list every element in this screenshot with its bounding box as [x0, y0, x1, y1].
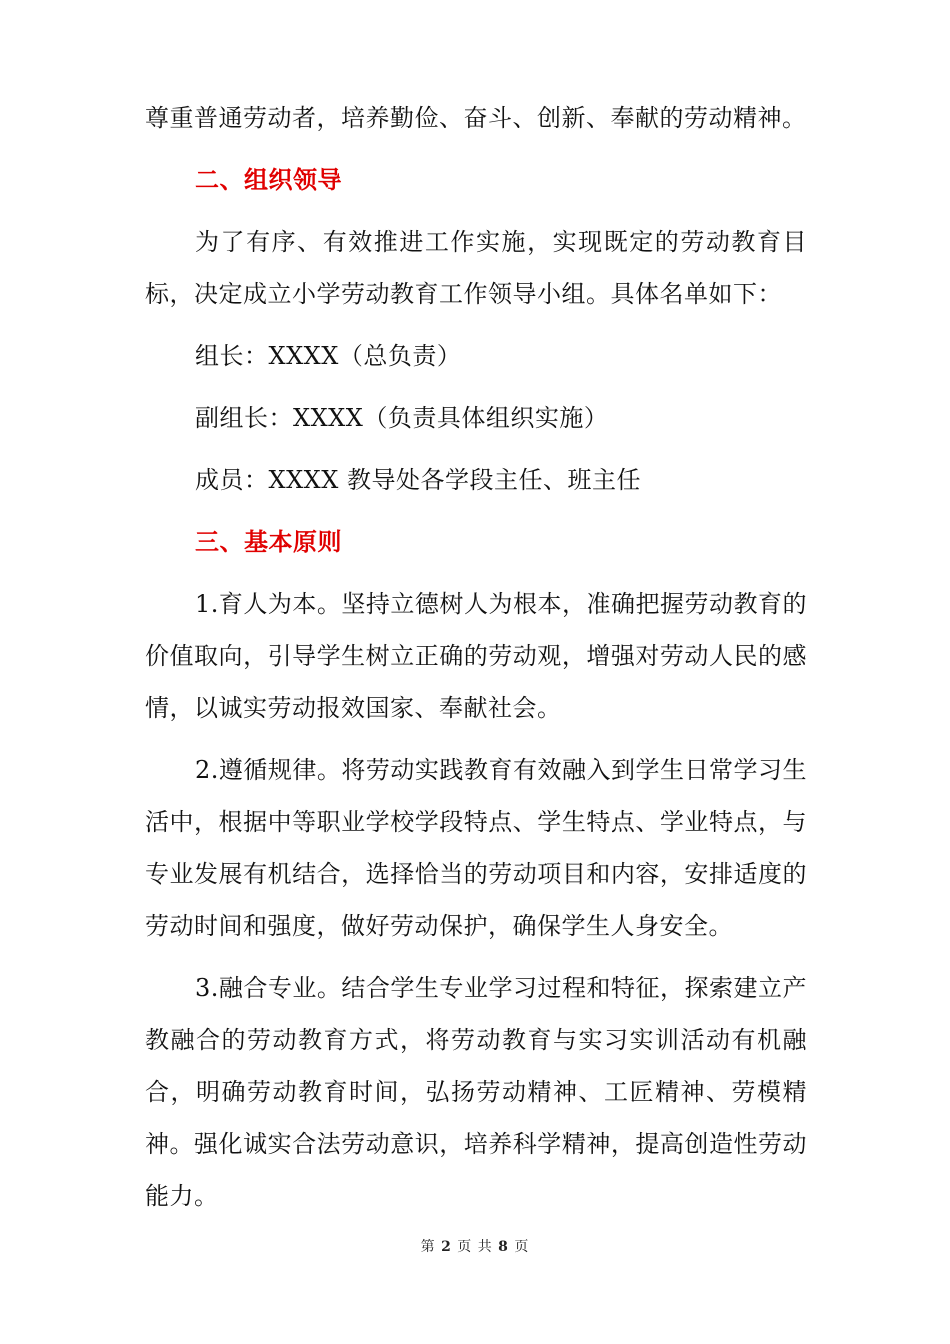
principle-item-1: 1.育人为本。坚持立德树人为根本，准确把握劳动教育的价值取向，引导学生树立正确的劳动观，增强对劳动人民的感情，以诚实劳动报效国家、奉献社会。	[145, 590, 807, 722]
paragraph-organization: 为了有序、有效推进工作实施，实现既定的劳动教育目标，决定成立小学劳动教育工作领导小组。具体名单如下：	[145, 228, 807, 308]
page-footer	[0, 1236, 950, 1256]
total-page-number: 8	[498, 1239, 509, 1255]
deputy-leader-line: 副组长：XXXX（负责具体组织实施）	[195, 404, 609, 432]
members-line: 成员：XXXX 教导处各学段主任、班主任	[195, 466, 641, 494]
current-page-number: 2	[441, 1239, 452, 1255]
principle-item-3: 3.融合专业。结合学生专业学习过程和特征，探索建立产教融合的劳动教育方式，将劳动教育与实习实训活动有机融合，明确劳动教育时间，弘扬劳动精神、工匠精神、劳模精神。强化诚实合法劳动意识，培养科学精神，提高创造性劳动能力。	[145, 974, 807, 1210]
paragraph-continuation: 尊重普通劳动者，培养勤俭、奋斗、创新、奉献的劳动精神。	[145, 104, 807, 132]
section-heading-principles: 三、基本原则	[195, 528, 342, 556]
footer-middle: 页 共	[457, 1239, 493, 1255]
footer-prefix: 第	[420, 1239, 436, 1255]
section-heading-organization: 二、组织领导	[195, 166, 342, 194]
page-content	[145, 92, 807, 1222]
principle-item-2: 2.遵循规律。将劳动实践教育有效融入到学生日常学习生活中，根据中等职业学校学段特点、学生特点、学业特点，与专业发展有机结合，选择恰当的劳动项目和内容，安排适度的劳动时间和强度，做好劳动保护，确保学生人身安全。	[145, 756, 807, 940]
footer-suffix: 页	[514, 1239, 530, 1255]
leader-line: 组长：XXXX（总负责）	[195, 342, 462, 370]
